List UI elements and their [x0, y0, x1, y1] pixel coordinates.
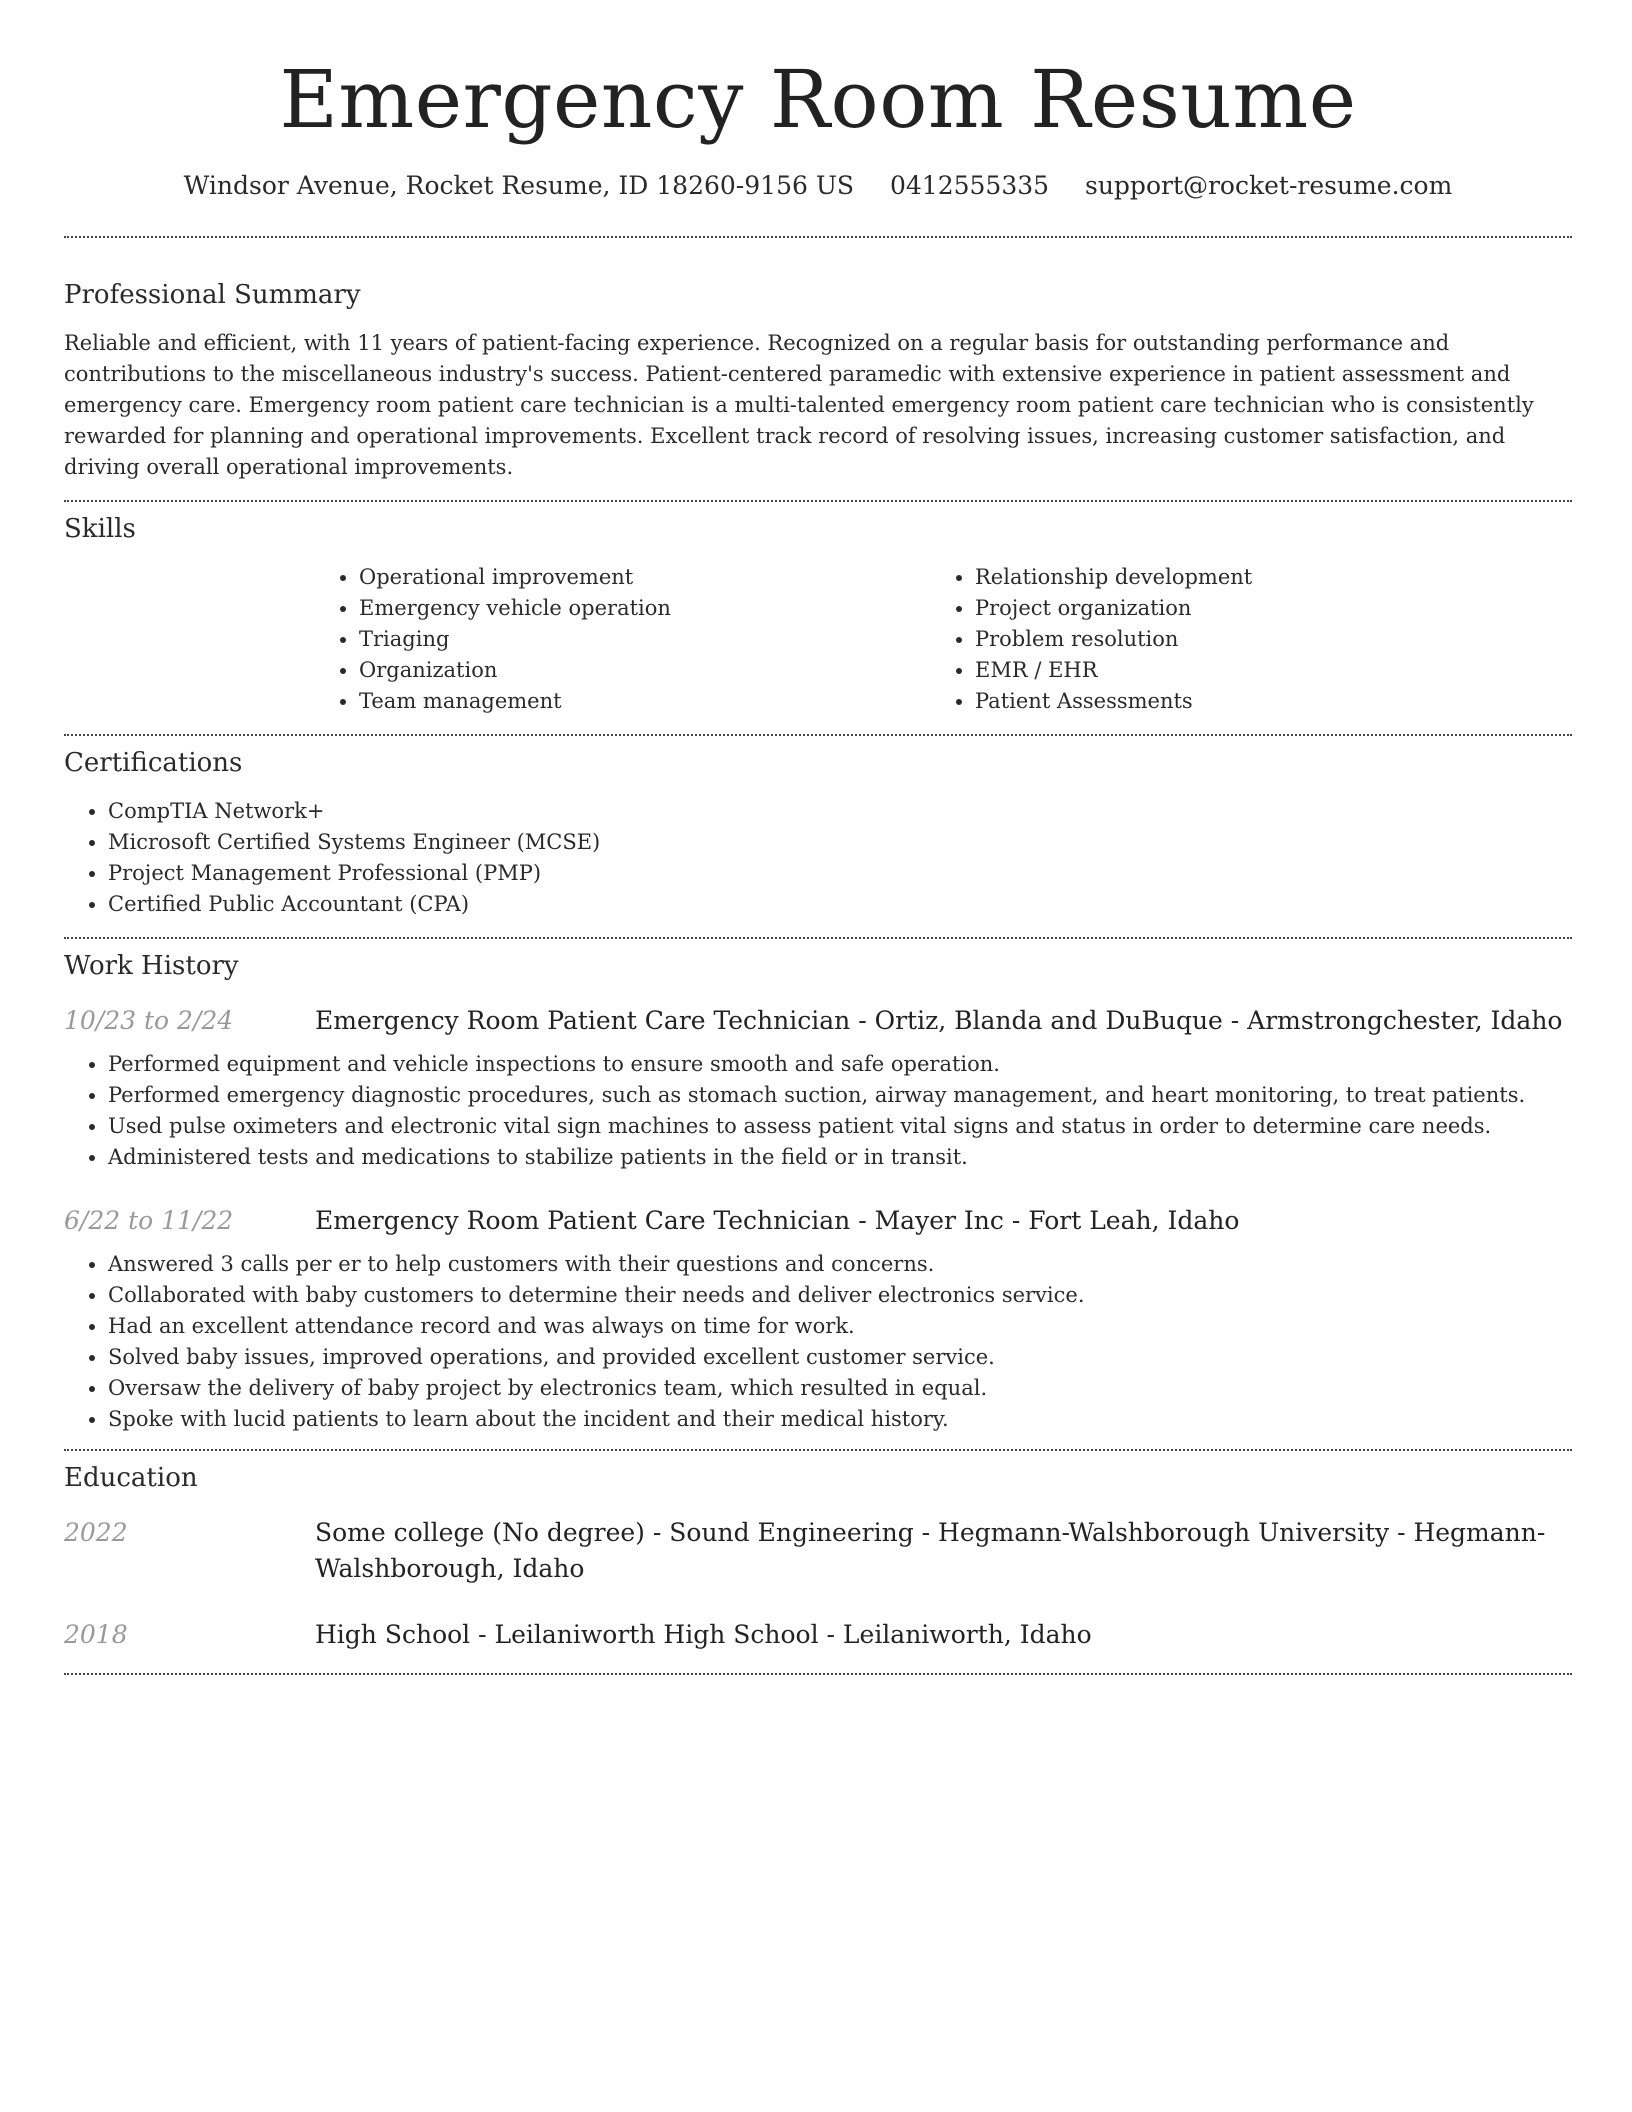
section-divider: [64, 236, 1572, 238]
job-bullet: • Solved baby issues, improved operations, and provided excellent customer service.: [108, 1342, 1572, 1373]
job-bullets: [64, 1249, 1572, 1435]
job-bullet: • Collaborated with baby customers to determine their needs and deliver electronics service.: [108, 1280, 1572, 1311]
certification-item: • Microsoft Certified Systems Engineer (MCSE): [108, 827, 1572, 858]
work-history-section: [64, 949, 1572, 1435]
skills-list-left: [315, 562, 931, 717]
resume-page: [64, 0, 1572, 1675]
skill-item: • Operational improvement: [359, 562, 931, 593]
section-divider: [64, 734, 1572, 736]
skill-item: • Emergency vehicle operation: [359, 593, 931, 624]
job-bullet: • Oversaw the delivery of baby project by electronics team, which resulted in equal.: [108, 1373, 1572, 1404]
education-section: [64, 1461, 1572, 1653]
skill-item: • Relationship development: [975, 562, 1531, 593]
job-header: [64, 1203, 1572, 1239]
contact-phone: 0412555335: [889, 171, 1050, 200]
resume-title: Emergency Room Resume: [279, 53, 1357, 146]
section-divider: [64, 1673, 1572, 1675]
section-title-education: Education: [64, 1463, 198, 1493]
job-entry: [64, 1203, 1572, 1435]
education-entry: [64, 1617, 1572, 1653]
certification-item: • Certified Public Accountant (CPA): [108, 889, 1572, 920]
skills-list-right: [931, 562, 1531, 717]
section-divider: [64, 937, 1572, 939]
job-dates: 6/22 to 11/22: [64, 1206, 234, 1235]
section-title-skills: Skills: [64, 514, 136, 544]
job-bullet: • Had an excellent attendance record and was always on time for work.: [108, 1311, 1572, 1342]
certifications-section: [64, 746, 1572, 920]
job-bullet: • Answered 3 calls per er to help customers with their questions and concerns.: [108, 1249, 1572, 1280]
summary-section: [64, 278, 1572, 483]
job-dates: 10/23 to 2/24: [64, 1006, 234, 1035]
job-bullets: [64, 1049, 1572, 1173]
education-entry: [64, 1515, 1572, 1587]
job-heading: Emergency Room Patient Care Technician - Mayer Inc - Fort Leah, Idaho: [315, 1206, 1240, 1235]
education-year: 2018: [64, 1620, 128, 1649]
skill-item: • Team management: [359, 686, 931, 717]
summary-text: Reliable and efficient, with 11 years of patient-facing experience. Recognized on a regular basis for outstanding performance and contributions to the miscellaneous industry's success. Patient-centered paramedic with extensive experience in patient assessment and emergency care. Emergency room patient care technician is a multi-talented emergency room patient care technician who is consistently rewarded for planning and operational improvements. Excellent track record of resolving issues, increasing customer satisfaction, and driving overall operational improvements.: [64, 331, 1534, 479]
skill-item: • Problem resolution: [975, 624, 1531, 655]
section-divider: [64, 500, 1572, 502]
job-heading: Emergency Room Patient Care Technician - Ortiz, Blanda and DuBuque - Armstrongchester, Idaho: [315, 1006, 1563, 1035]
section-title-summary: Professional Summary: [64, 280, 361, 310]
job-bullet: • Used pulse oximeters and electronic vital sign machines to assess patient vital signs and status in order to determine care needs.: [108, 1111, 1572, 1142]
skill-item: • Organization: [359, 655, 931, 686]
job-entry: [64, 1003, 1572, 1173]
contact-line: [64, 170, 1572, 202]
job-bullet: • Spoke with lucid patients to learn about the incident and their medical history.: [108, 1404, 1572, 1435]
education-heading: High School - Leilaniworth High School - Leilaniworth, Idaho: [315, 1620, 1092, 1649]
skill-item: • Project organization: [975, 593, 1531, 624]
job-header: [64, 1003, 1572, 1039]
job-bullet: • Performed equipment and vehicle inspections to ensure smooth and safe operation.: [108, 1049, 1572, 1080]
section-title-work-history: Work History: [64, 951, 239, 981]
section-title-certifications: Certifications: [64, 748, 243, 778]
skill-item: • Patient Assessments: [975, 686, 1531, 717]
education-heading: Some college (No degree) - Sound Engineering - Hegmann-Walshborough University - Hegmann-Walshborough, Idaho: [315, 1518, 1546, 1583]
education-year: 2022: [64, 1518, 128, 1547]
certifications-list: [64, 796, 1572, 920]
contact-address: Windsor Avenue, Rocket Resume, ID 18260-9156 US: [183, 171, 855, 200]
contact-email: support@rocket-resume.com: [1085, 171, 1453, 200]
section-divider: [64, 1449, 1572, 1451]
certification-item: • CompTIA Network+: [108, 796, 1572, 827]
job-bullet: • Administered tests and medications to stabilize patients in the field or in transit.: [108, 1142, 1572, 1173]
skills-grid: [315, 562, 1572, 717]
skill-item: • Triaging: [359, 624, 931, 655]
certification-item: • Project Management Professional (PMP): [108, 858, 1572, 889]
job-bullet: • Performed emergency diagnostic procedures, such as stomach suction, airway management, and heart monitoring, to treat patients.: [108, 1080, 1572, 1111]
skill-item: • EMR / EHR: [975, 655, 1531, 686]
skills-section: [64, 512, 1572, 717]
